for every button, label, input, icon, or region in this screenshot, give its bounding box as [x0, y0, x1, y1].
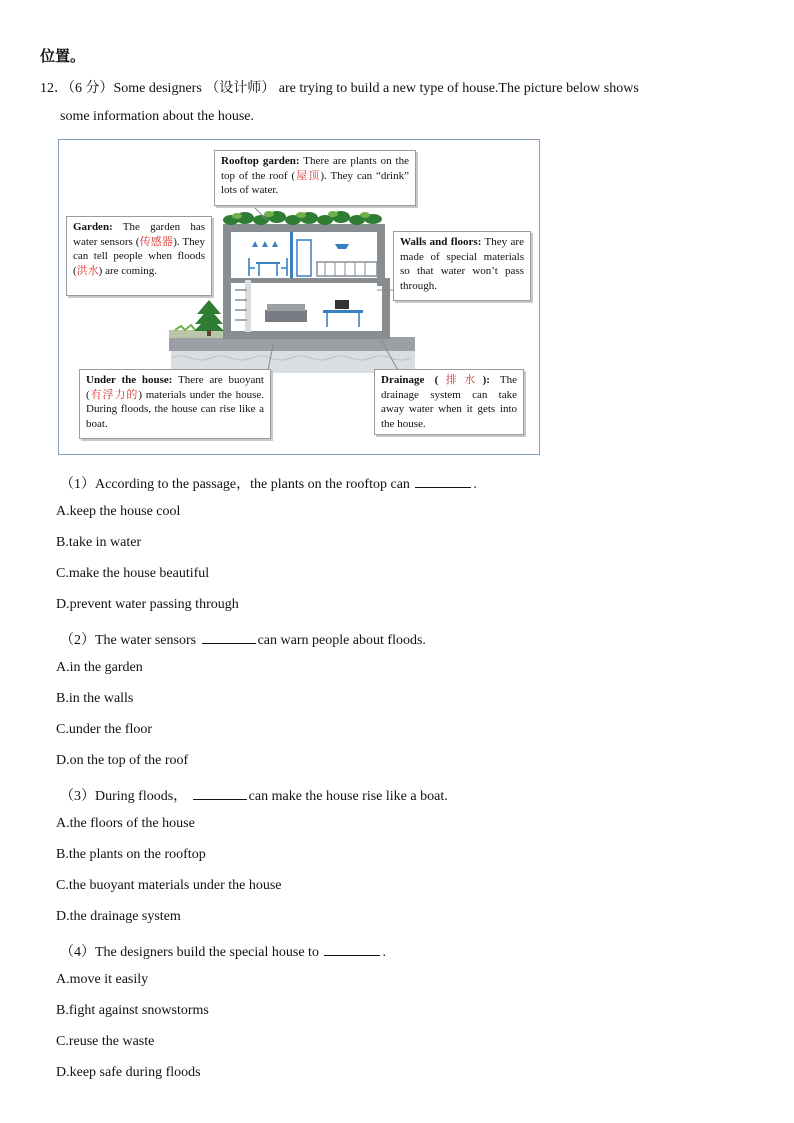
caption-drainage: Drainage (排水): The drainage system can take away water when it gets into the house. — [374, 369, 524, 435]
option-4c: C.reuse the waste — [56, 1034, 155, 1049]
question-number: 12．（6 分） — [40, 81, 114, 96]
option-2b: B.in the walls — [56, 691, 134, 706]
top-heading: 位置。 — [40, 49, 86, 65]
option-1d: D.prevent water passing through — [56, 597, 239, 612]
stair-icon — [245, 280, 251, 332]
table-icon — [256, 262, 280, 264]
house-base-platform — [169, 337, 415, 351]
option-4d: D.keep safe during floods — [56, 1065, 201, 1080]
option-3a: A.the floors of the house — [56, 816, 195, 831]
grass-icon — [175, 325, 195, 330]
option-4a: A.move it easily — [56, 972, 149, 987]
option-4b: B.fight against snowstorms — [56, 1003, 209, 1018]
option-2a: A.in the garden — [56, 660, 143, 675]
option-2d: D.on the top of the roof — [56, 753, 189, 768]
desk-icon — [323, 310, 363, 313]
question-intro-line2: some information about the house. — [60, 109, 255, 124]
tree-icon — [194, 300, 224, 336]
question-intro — [40, 77, 756, 97]
option-1c: C.make the house beautiful — [56, 566, 210, 581]
caption-rooftop-garden: Rooftop garden: There are plants on the top of the roof (屋顶). They can “drink” lots of water. — [214, 150, 416, 206]
question-intro-line1: Some designers （设计师） are trying to build a new type of house.The picture below shows — [113, 81, 639, 96]
option-3d: D.the drainage system — [56, 909, 181, 924]
sub-question-2: （2）The water sensors can warn people about floods. — [60, 633, 426, 648]
sub-question-3: （3）During floods， can make the house rise like a boat. — [60, 789, 448, 804]
answer-blank — [415, 475, 471, 488]
option-3c: C.the buoyant materials under the house — [56, 878, 282, 893]
option-1b: B.take in water — [56, 535, 142, 550]
caption-walls-floors: Walls and floors: They are made of special materials so that water won’t pass through. — [393, 231, 531, 301]
option-1a: A.keep the house cool — [56, 504, 181, 519]
sub-question-4: （4）The designers build the special house to . — [60, 945, 386, 960]
sub-question-1: （1）According to the passage，the plants on the rooftop can . — [60, 477, 477, 492]
roof-slab — [223, 224, 385, 230]
option-2c: C.under the floor — [56, 722, 153, 737]
floor-slab — [231, 278, 383, 283]
garden-ground — [169, 330, 229, 338]
caption-garden: Garden: The garden has water sensors (传感器). They can tell people when floods (洪水) are coming. — [66, 216, 212, 296]
house-figure — [58, 139, 540, 455]
inner-wall — [290, 232, 293, 278]
answer-blank — [193, 787, 247, 800]
caption-under-house: Under the house: There are buoyant (有浮力的) materials under the house. During floods, the house can rise like a boat. — [79, 369, 271, 439]
option-3b: B.the plants on the rooftop — [56, 847, 206, 862]
laptop-icon — [335, 300, 349, 309]
answer-blank — [324, 943, 380, 956]
answer-blank — [202, 631, 256, 644]
sofa-icon — [265, 310, 307, 322]
